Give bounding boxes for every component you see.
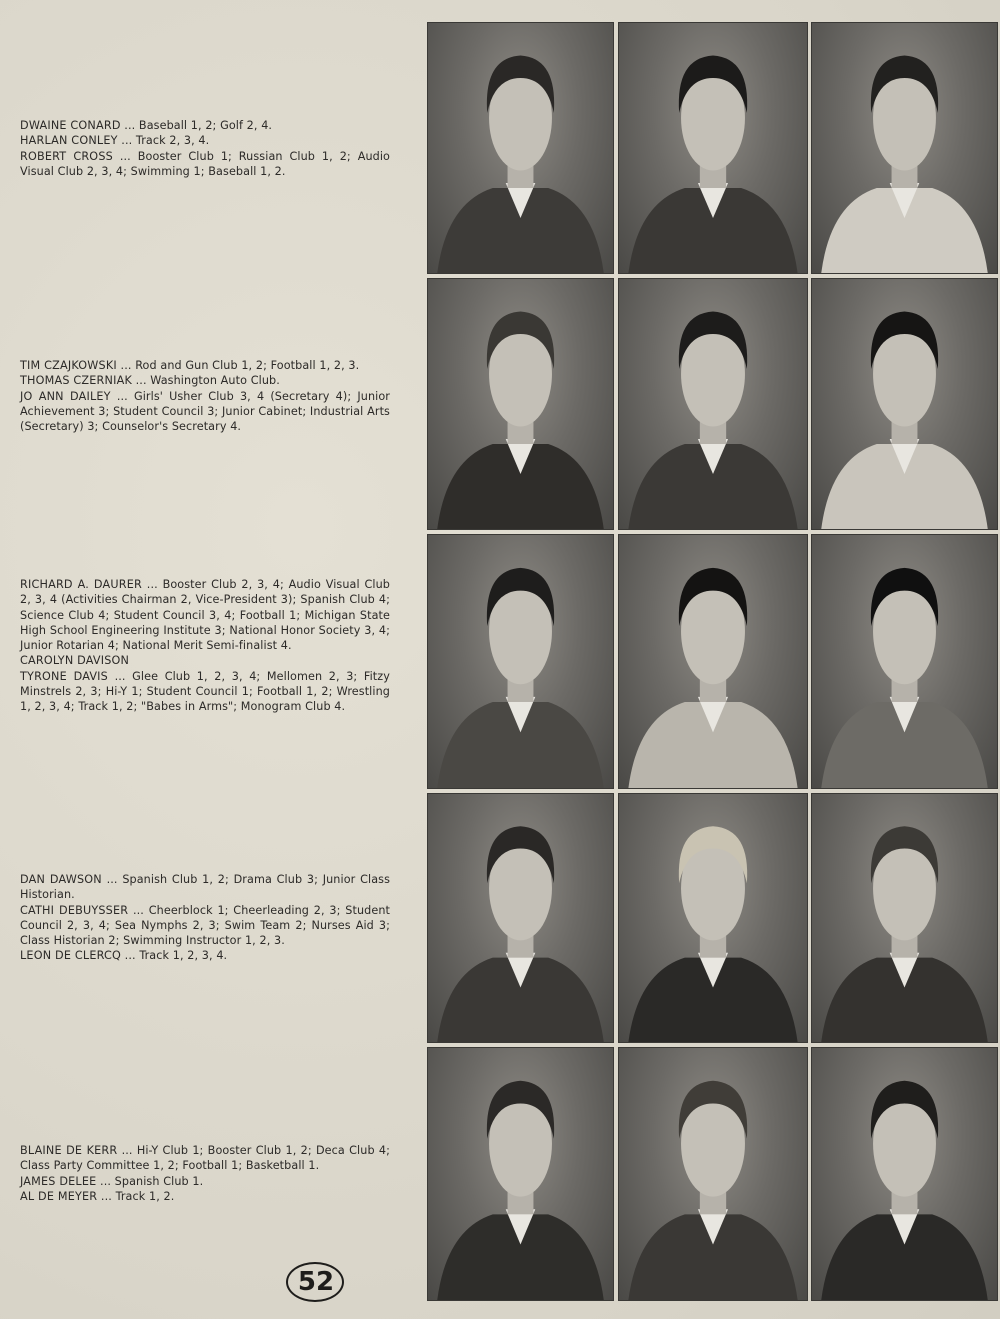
student-activities: Washington Auto Club. (150, 374, 280, 388)
caption-entry (20, 669, 390, 715)
student-activities: Rod and Gun Club 1, 2; Football 1, 2, 3. (135, 359, 360, 372)
separator: ... (142, 578, 163, 591)
caption-entry (20, 903, 390, 949)
student-name: LEON DE CLERCQ (20, 949, 122, 963)
student-activities: Cheerblock 1; Cheerleading 2, 3; Student Council 2, 3, 4; Sea Nymphs 2, 3; Swim Team 2; Nurses Aid 3; Class Historian 2; Swimming Instructor 1, 2, 3. (20, 903, 390, 948)
separator: ... (132, 374, 151, 388)
caption-group-2 (20, 358, 390, 434)
student-portrait-photo (811, 1047, 998, 1301)
student-activities: Track 1, 2, 3, 4. (139, 949, 228, 963)
student-name: JAMES DELEE (20, 1174, 97, 1188)
student-activities: Track 1, 2. (115, 1189, 175, 1203)
student-name: DAN DAWSON (20, 873, 102, 886)
student-name: BLAINE DE KERR (20, 1144, 118, 1157)
caption-entry (20, 872, 390, 903)
separator: ... (101, 873, 123, 886)
student-portrait-photo (618, 793, 808, 1043)
separator: ... (128, 903, 149, 917)
student-activities: Baseball 1, 2; Golf 2, 4. (138, 119, 273, 132)
caption-entry (20, 133, 390, 148)
student-activities: Booster Club 1; Russian Club 1, 2; Audio Visual Club 2, 3, 4; Swimming 1; Baseball 1, 2. (20, 149, 390, 178)
student-portrait-photo (427, 793, 614, 1043)
separator: ... (97, 1189, 116, 1203)
student-name: JO ANN DAILEY (20, 389, 111, 403)
student-name: HARLAN CONLEY (20, 134, 118, 148)
separator: ... (112, 149, 138, 163)
student-name: TYRONE DAVIS (20, 669, 108, 683)
caption-group-1 (20, 118, 390, 179)
caption-entry (20, 577, 390, 653)
student-portrait-photo (811, 278, 998, 530)
student-activities: Booster Club 2, 3, 4; Audio Visual Club 2, 3, 4 (Activities Chairman 2, Vice-President 3); Spanish Club 4; Science Club 4; Student Council 3, 4; Football 1; Michigan State High School Engineering Institute 3; National Honor Society 3, 4; Junior Rotarian 4; National Merit Semi-finalist 4. (20, 578, 390, 653)
separator: ... (120, 119, 139, 132)
student-name: DWAINE CONARD (20, 119, 121, 132)
student-portrait-photo (618, 534, 808, 789)
separator: ... (108, 669, 133, 683)
student-activities: Hi-Y Club 1; Booster Club 1, 2; Deca Club 4; Class Party Committee 1, 2; Football 1; Basketball 1. (20, 1144, 390, 1173)
caption-entry (20, 389, 390, 435)
caption-entry (20, 358, 390, 373)
student-portrait-photo (427, 534, 614, 789)
separator: ... (116, 359, 136, 372)
student-portrait-photo (618, 278, 808, 530)
student-name: RICHARD A. DAURER (20, 578, 143, 591)
student-activities: Spanish Club 1. (114, 1174, 204, 1188)
student-name: AL DE MEYER (20, 1189, 98, 1203)
student-portrait-photo (811, 534, 998, 789)
student-portrait-photo (427, 1047, 614, 1301)
student-portrait-photo (811, 22, 998, 274)
student-activities: Track 2, 3, 4. (135, 134, 210, 148)
student-name: CATHI DEBUYSSER (20, 903, 129, 917)
page-number: 52 (297, 1267, 335, 1297)
student-portrait-photo (811, 793, 998, 1043)
caption-entry (20, 653, 390, 668)
separator: ... (110, 389, 134, 403)
student-name: ROBERT CROSS (20, 149, 113, 163)
caption-entry (20, 118, 390, 133)
caption-entry (20, 1189, 390, 1204)
caption-entry (20, 373, 390, 388)
caption-entry (20, 1174, 390, 1189)
student-activities: Glee Club 1, 2, 3, 4; Mellomen 2, 3; Fitzy Minstrels 2, 3; Hi-Y 1; Student Council 1; Football 1, 2; Wrestling 1, 2, 3, 4; Track 1, 2; "Babes in Arms"; Monogram Club 4. (20, 669, 390, 714)
student-activities: Girls' Usher Club 3, 4 (Secretary 4); Junior Achievement 3; Student Council 3; Junior Cabinet; Industrial Arts (Secretary) 3; Counselor's Secretary 4. (20, 389, 390, 434)
student-activities: Spanish Club 1, 2; Drama Club 3; Junior Class Historian. (20, 873, 391, 902)
caption-entry (20, 149, 390, 180)
caption-entry (20, 948, 390, 963)
separator: ... (117, 134, 136, 148)
separator: ... (117, 1144, 137, 1157)
student-portrait-photo (618, 1047, 808, 1301)
caption-group-3 (20, 577, 390, 715)
student-name: TIM CZAJKOWSKI (20, 359, 117, 372)
separator: ... (121, 949, 140, 963)
student-name: THOMAS CZERNIAK (20, 374, 132, 388)
caption-entry (20, 1143, 390, 1174)
caption-group-5 (20, 1143, 390, 1204)
student-portrait-photo (427, 278, 614, 530)
caption-group-4 (20, 872, 390, 964)
student-name: CAROLYN DAVISON (20, 654, 130, 668)
student-portrait-photo (618, 22, 808, 274)
separator: ... (96, 1174, 115, 1188)
student-portrait-photo (427, 22, 614, 274)
